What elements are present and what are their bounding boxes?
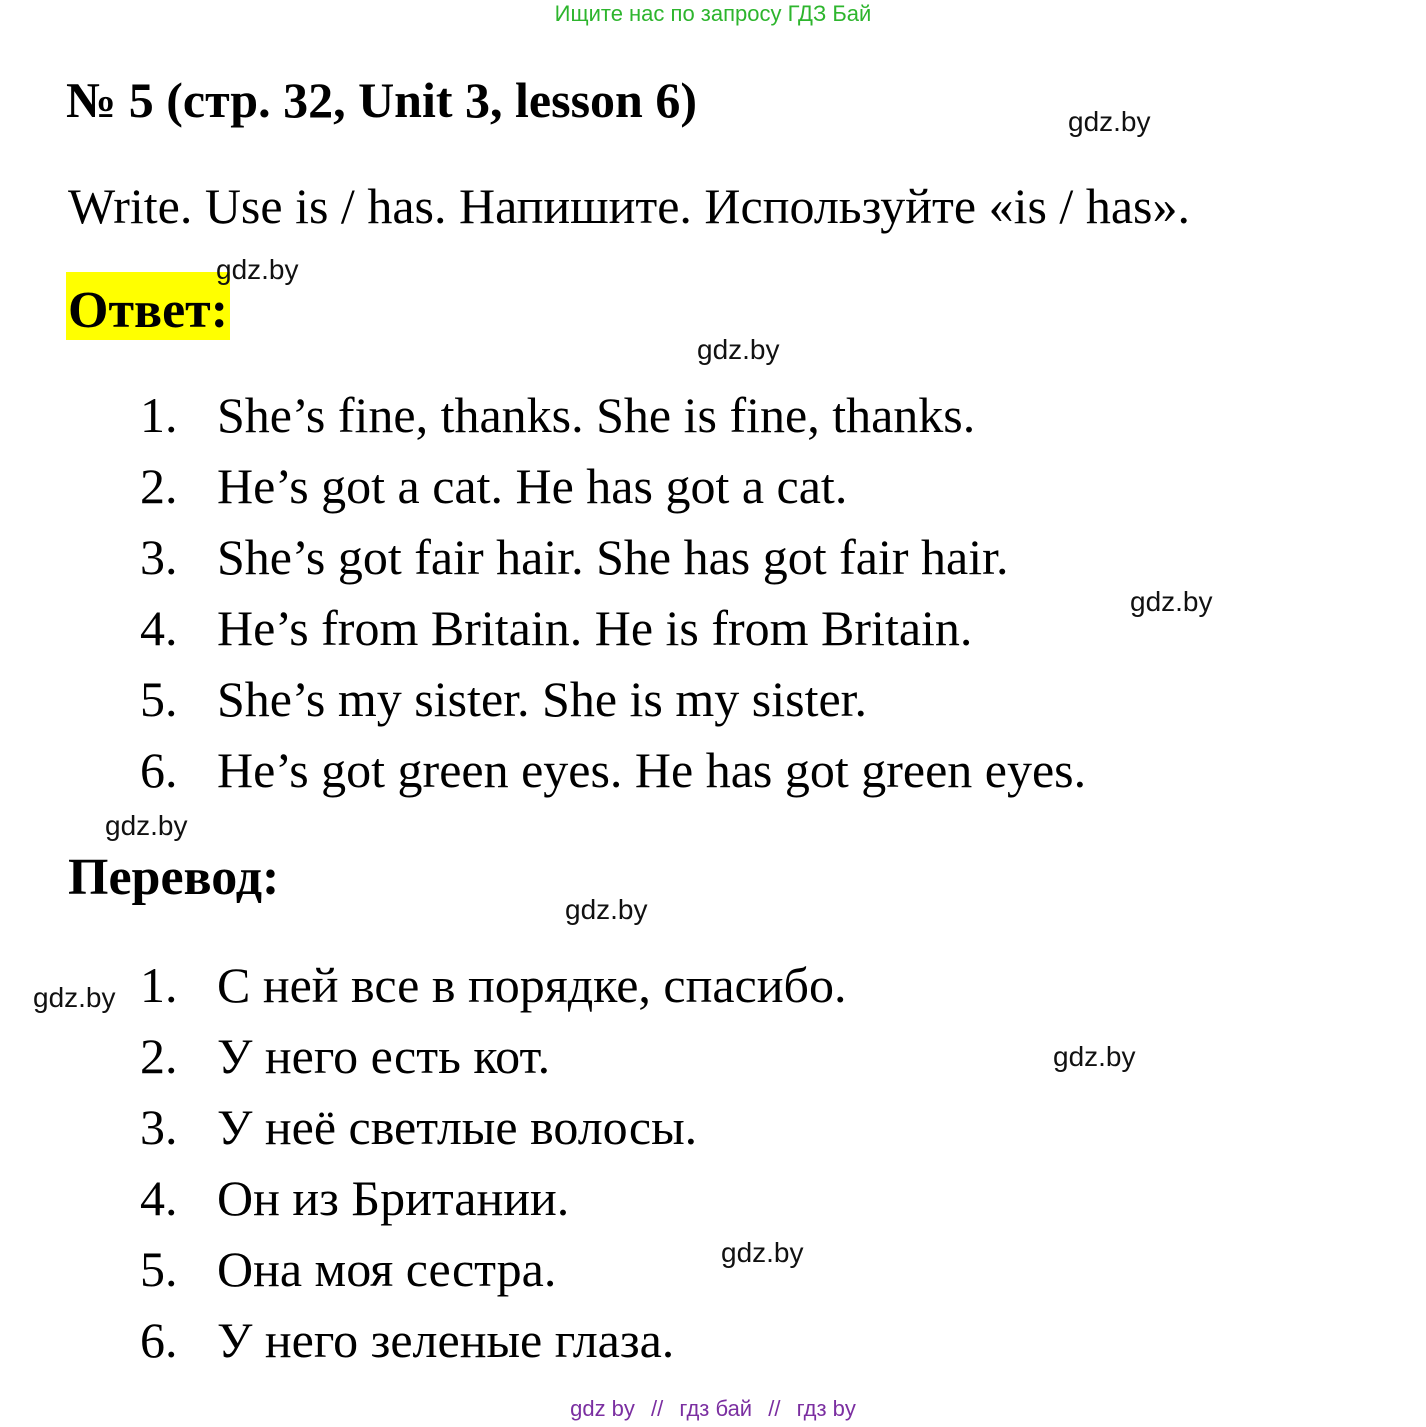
footer-link-gdz-by-cyr[interactable]: гдз by <box>796 1396 856 1421</box>
item-text: Она моя сестра. <box>217 1241 557 1297</box>
watermark: gdz.by <box>33 982 116 1013</box>
item-text: She’s fine, thanks. She is fine, thanks. <box>217 387 976 443</box>
item-text: He’s got green eyes. He has got green eyes. <box>217 742 1087 798</box>
watermark: gdz.by <box>216 254 299 285</box>
watermark: gdz.by <box>565 894 648 925</box>
item-text: He’s got a cat. He has got a cat. <box>217 458 848 514</box>
footer-link-gdz-by[interactable]: gdz by <box>570 1396 635 1421</box>
item-number: 5. <box>140 1241 178 1297</box>
watermark: gdz.by <box>1053 1041 1136 1072</box>
item-number: 3. <box>140 529 178 585</box>
watermark: gdz.by <box>721 1237 804 1268</box>
item-number: 4. <box>140 600 178 656</box>
footer <box>0 1394 1426 1424</box>
item-number: 6. <box>140 742 178 798</box>
answer-heading: Ответ: <box>66 272 230 340</box>
item-text: She’s got fair hair. She has got fair hair. <box>217 529 1009 585</box>
item-number: 2. <box>140 1028 178 1084</box>
item-number: 1. <box>140 957 178 1013</box>
footer-separator: // <box>768 1396 781 1421</box>
footer-link-gdz-bai[interactable]: гдз бай <box>679 1396 753 1421</box>
watermark: gdz.by <box>697 334 780 365</box>
watermark: gdz.by <box>105 810 188 841</box>
item-number: 2. <box>140 458 178 514</box>
item-number: 4. <box>140 1170 178 1226</box>
translation-heading: Перевод: <box>68 849 280 906</box>
page-title: № 5 (стр. 32, Unit 3, lesson 6) <box>66 72 697 128</box>
item-text: She’s my sister. She is my sister. <box>217 671 868 727</box>
item-text: У него есть кот. <box>217 1028 551 1084</box>
item-text: С ней все в порядке, спасибо. <box>217 957 847 1013</box>
watermark: gdz.by <box>1068 106 1151 137</box>
item-number: 5. <box>140 671 178 727</box>
top-banner: Ищите нас по запросу ГДЗ Бай <box>554 1 872 26</box>
footer-separator: // <box>651 1396 664 1421</box>
item-text: He’s from Britain. He is from Britain. <box>217 600 973 656</box>
item-text: Он из Британии. <box>217 1170 570 1226</box>
item-number: 3. <box>140 1099 178 1155</box>
item-number: 6. <box>140 1312 178 1368</box>
item-number: 1. <box>140 387 178 443</box>
item-text: У него зеленые глаза. <box>217 1312 675 1368</box>
watermark: gdz.by <box>1130 586 1213 617</box>
item-text: У неё светлые волосы. <box>217 1099 698 1155</box>
task-instruction: Write. Use is / has. Напишите. Используйте «is / has». <box>68 178 1190 234</box>
